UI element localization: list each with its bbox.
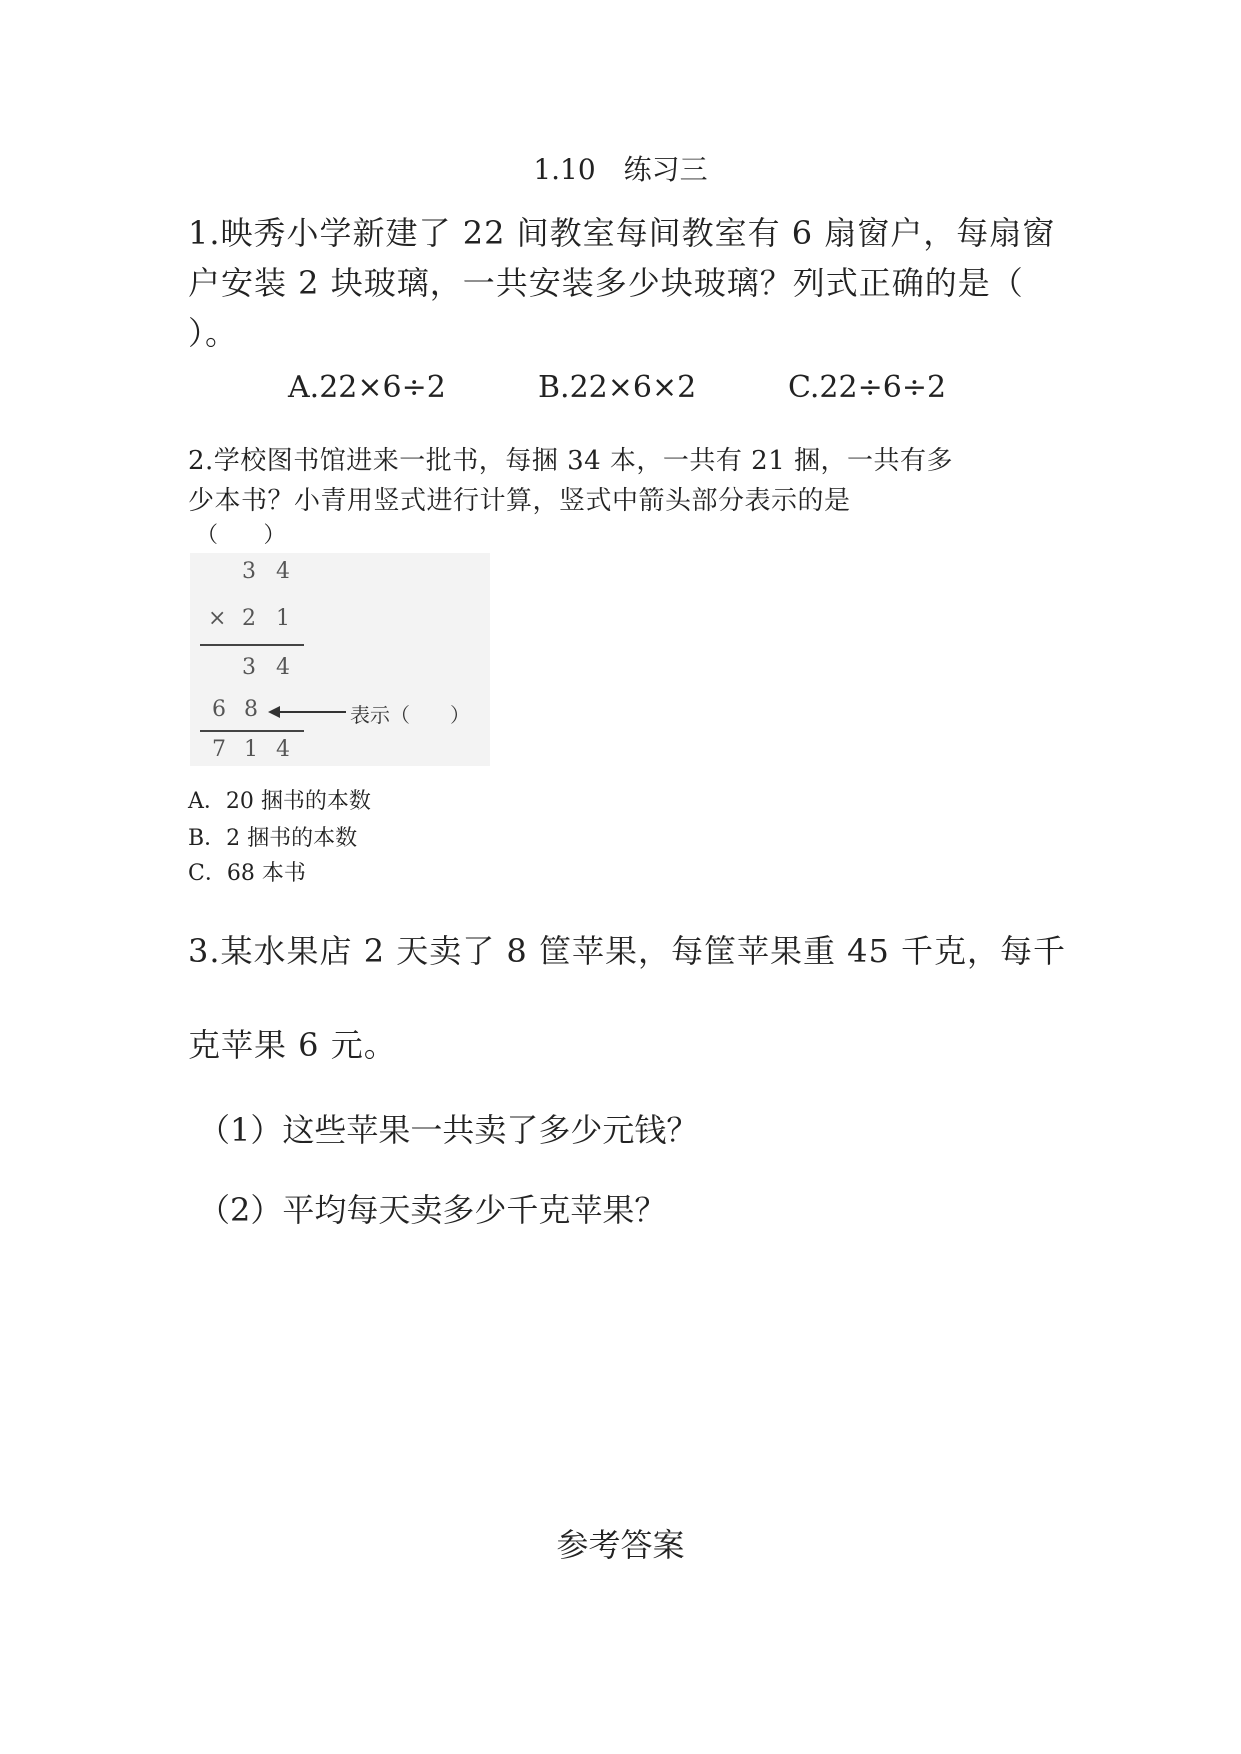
fig-digit: 1 — [276, 606, 290, 631]
fig-rule-1 — [200, 644, 304, 646]
fig-digit: 2 — [242, 606, 256, 631]
q1-option-a: A.22×6÷2 — [288, 370, 446, 405]
fig-rule-2 — [200, 730, 304, 732]
q3-text-line-2: 克苹果 6 元。 — [188, 1026, 397, 1064]
q2-text-line-3: （ ） — [196, 523, 287, 548]
q1-options — [288, 370, 946, 405]
q1-text-line-2: 户安装 2 块玻璃，一共安装多少块玻璃？列式正确的是（ — [188, 264, 1024, 302]
q2-option-b: B．2 捆书的本数 — [188, 826, 358, 851]
q1-text-line-3: ）。 — [188, 314, 239, 352]
vertical-multiplication-figure — [190, 553, 490, 766]
q2-option-c: C．68 本书 — [188, 861, 306, 886]
q3-sub-question-2: （2）平均每天卖多少千克苹果？ — [198, 1191, 667, 1229]
q1-text-line-1: 1.映秀小学新建了 22 间教室每间教室有 6 扇窗户，每扇窗 — [188, 214, 1056, 252]
q2-text-line-2: 少本书？小青用竖式进行计算，竖式中箭头部分表示的是 — [188, 486, 851, 516]
page-title: 1.10 练习三 — [533, 153, 708, 186]
q2-text-line-1: 2.学校图书馆进来一批书，每捆 34 本，一共有 21 捆，一共有多 — [188, 446, 954, 476]
fig-arrow-label: 表示（ ） — [350, 703, 470, 727]
fig-digit: 4 — [276, 559, 290, 584]
fig-digit: 1 — [244, 737, 258, 762]
answers-heading: 参考答案 — [556, 1526, 685, 1564]
fig-times-sign: × — [208, 606, 227, 631]
fig-digit: 6 — [212, 697, 226, 722]
fig-digit: 8 — [244, 697, 258, 722]
q1-option-b: B.22×6×2 — [538, 370, 697, 405]
q3-sub-question-1: （1）这些苹果一共卖了多少元钱？ — [198, 1111, 699, 1149]
fig-digit: 3 — [242, 559, 256, 584]
fig-digit: 7 — [212, 737, 226, 762]
fig-arrow-icon — [268, 702, 348, 722]
fig-digit: 4 — [276, 737, 290, 762]
fig-digit: 4 — [276, 655, 290, 680]
q1-option-c: C.22÷6÷2 — [788, 370, 947, 405]
fig-digit: 3 — [242, 655, 256, 680]
q3-text-line-1: 3.某水果店 2 天卖了 8 筐苹果，每筐苹果重 45 千克，每千 — [188, 932, 1067, 970]
q2-option-a: A．20 捆书的本数 — [188, 789, 371, 814]
